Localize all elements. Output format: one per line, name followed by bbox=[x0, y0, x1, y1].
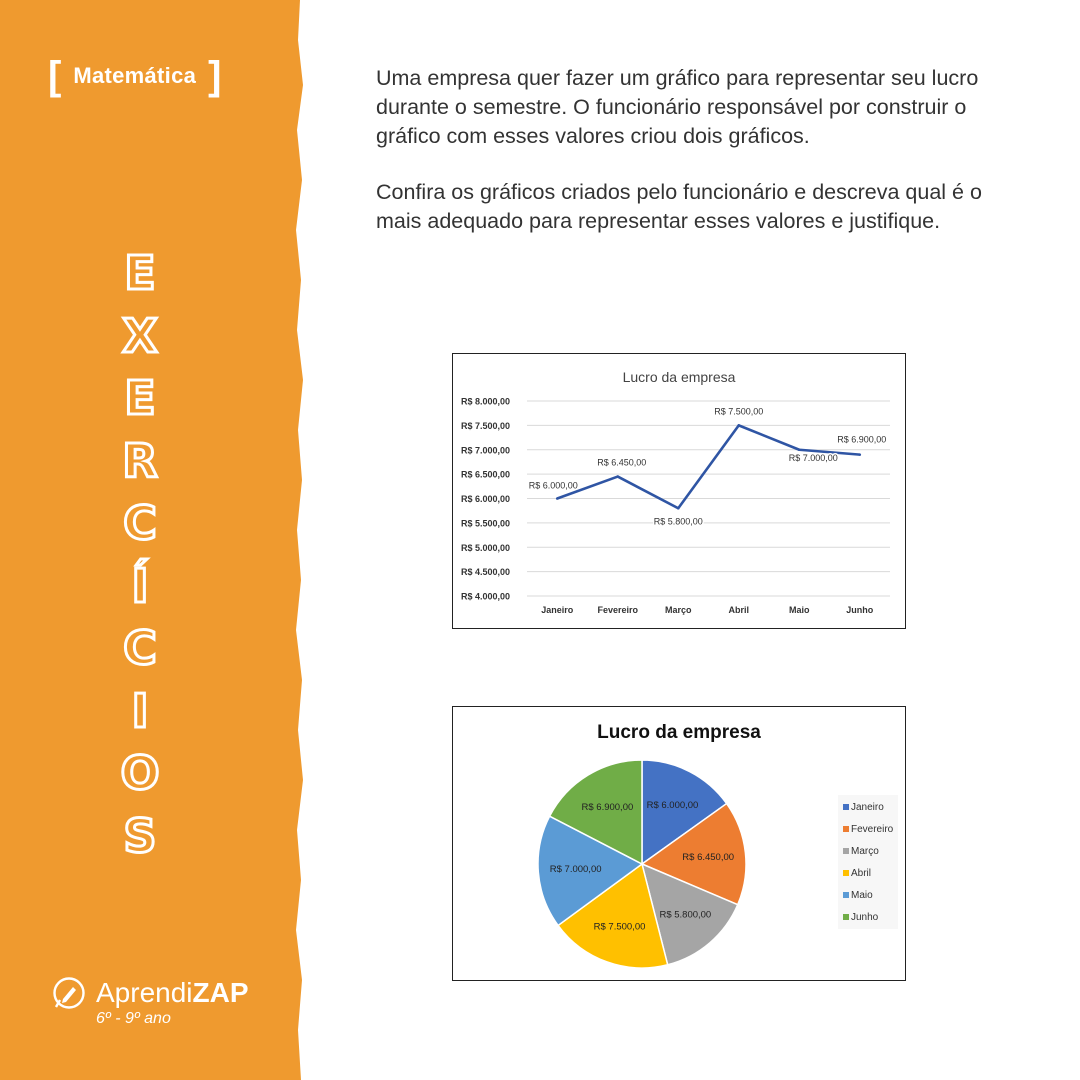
title-letter: E bbox=[124, 246, 156, 300]
chat-pencil-icon bbox=[52, 976, 86, 1010]
right-bracket: ] bbox=[208, 54, 222, 98]
x-tick-label: Junho bbox=[846, 605, 874, 615]
data-label: R$ 7.500,00 bbox=[714, 406, 764, 417]
title-letter: S bbox=[123, 808, 157, 863]
legend-label: Janeiro bbox=[851, 802, 884, 813]
legend-label: Abril bbox=[851, 868, 872, 879]
slice-data-label: R$ 6.000,00 bbox=[646, 799, 699, 811]
slice-data-label: R$ 6.900,00 bbox=[581, 802, 634, 814]
line-point bbox=[677, 507, 680, 510]
pie-chart-title: Lucro da empresa bbox=[597, 722, 761, 743]
line-point bbox=[556, 497, 559, 500]
x-tick-label: Abril bbox=[728, 605, 750, 615]
logo-bold-text: ZAP bbox=[192, 977, 249, 1008]
title-letter: I bbox=[131, 683, 149, 738]
legend-label: Fevereiro bbox=[851, 824, 894, 835]
y-tick-label: R$ 5.000,00 bbox=[461, 542, 511, 553]
logo-light-text: Aprendi bbox=[96, 977, 193, 1008]
legend-background bbox=[838, 795, 898, 929]
left-bracket: [ bbox=[48, 54, 62, 98]
exercise-paragraph-1: Uma empresa quer fazer um gráfico para representar seu lucro durante o semestre. O funcionário responsável por construir o gráfico com esses valores criou dois gráficos. bbox=[376, 66, 979, 148]
y-tick-label: R$ 4.000,00 bbox=[461, 591, 511, 602]
aprendizap-logo bbox=[52, 976, 249, 1028]
line-chart-title: Lucro da empresa bbox=[622, 369, 736, 385]
slice-data-label: R$ 5.800,00 bbox=[659, 909, 712, 921]
pie-chart-svg bbox=[453, 707, 905, 980]
title-letter: Í bbox=[131, 558, 149, 613]
line-chart-svg bbox=[453, 354, 905, 628]
legend-swatch bbox=[843, 826, 849, 832]
title-letter: X bbox=[122, 308, 158, 363]
line-point bbox=[858, 453, 861, 456]
title-letter: E bbox=[124, 371, 156, 425]
legend-swatch bbox=[843, 914, 849, 920]
data-label: R$ 5.800,00 bbox=[653, 516, 703, 527]
x-tick-label: Janeiro bbox=[541, 605, 574, 615]
y-tick-label: R$ 4.500,00 bbox=[461, 567, 511, 578]
slice-data-label: R$ 6.450,00 bbox=[682, 851, 735, 863]
subject-label: Matemática bbox=[73, 63, 197, 88]
vertical-title-exercicios bbox=[112, 242, 168, 867]
title-letter: O bbox=[120, 746, 160, 800]
grade-range: 6º - 9º ano bbox=[96, 1010, 171, 1027]
x-tick-label: Março bbox=[664, 605, 692, 615]
legend-swatch bbox=[843, 870, 849, 876]
line-point bbox=[737, 424, 740, 427]
y-tick-label: R$ 6.500,00 bbox=[461, 469, 511, 480]
legend-label: Maio bbox=[851, 890, 873, 901]
title-letter: R bbox=[122, 433, 158, 488]
exercise-text bbox=[376, 64, 1016, 263]
slice-data-label: R$ 7.000,00 bbox=[549, 864, 602, 876]
title-letter: C bbox=[123, 621, 157, 675]
data-label: R$ 6.000,00 bbox=[528, 480, 578, 491]
exercise-paragraph-2: Confira os gráficos criados pelo funcionário e descreva qual é o mais adequado para representar esses valores e justifique. bbox=[376, 180, 982, 233]
x-tick-label: Maio bbox=[788, 605, 810, 615]
x-tick-label: Fevereiro bbox=[597, 605, 639, 615]
line-point bbox=[616, 475, 619, 478]
legend-swatch bbox=[843, 804, 849, 810]
y-tick-label: R$ 7.000,00 bbox=[461, 445, 511, 456]
line-point bbox=[798, 448, 801, 451]
title-letter: C bbox=[123, 496, 157, 550]
data-label: R$ 6.900,00 bbox=[837, 434, 887, 445]
y-tick-label: R$ 7.500,00 bbox=[461, 420, 511, 431]
pie-chart bbox=[452, 706, 906, 981]
data-label: R$ 6.450,00 bbox=[597, 457, 647, 468]
legend-label: Março bbox=[851, 846, 879, 857]
logo-wordmark bbox=[96, 977, 249, 1009]
line-chart bbox=[452, 353, 906, 629]
data-label: R$ 7.000,00 bbox=[788, 452, 838, 463]
slice-data-label: R$ 7.500,00 bbox=[593, 921, 646, 933]
subject-tag bbox=[48, 54, 222, 98]
legend-swatch bbox=[843, 892, 849, 898]
y-tick-label: R$ 8.000,00 bbox=[461, 396, 511, 407]
y-tick-label: R$ 5.500,00 bbox=[461, 518, 511, 529]
legend-label: Junho bbox=[851, 912, 879, 923]
y-tick-label: R$ 6.000,00 bbox=[461, 494, 511, 504]
legend-swatch bbox=[843, 848, 849, 854]
